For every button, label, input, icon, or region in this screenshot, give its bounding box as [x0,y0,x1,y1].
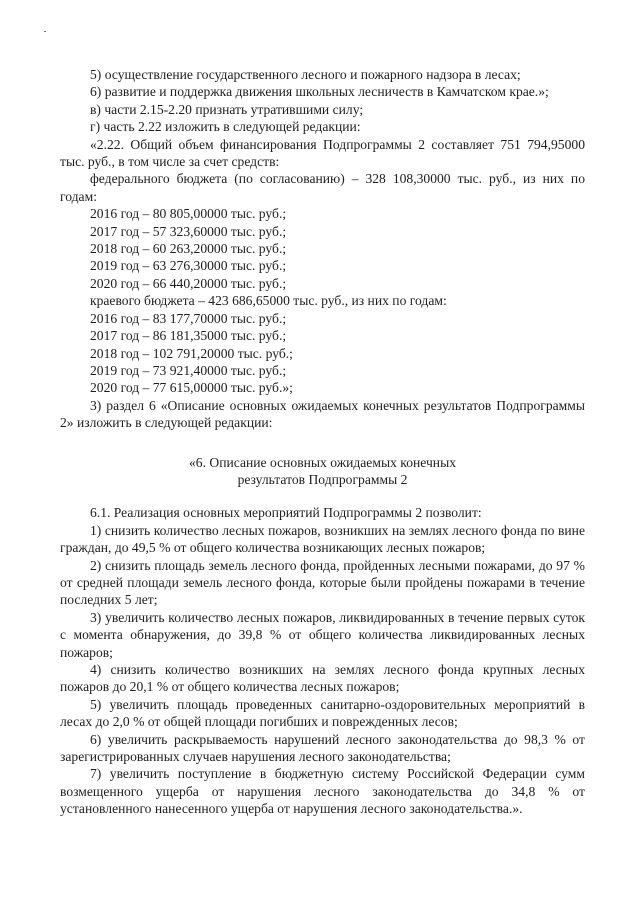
year-line: 2016 год – 80 805,00000 тыс. руб.; [90,206,287,222]
section-heading-line: «6. Описание основных ожидаемых конечных [189,454,456,470]
paragraph: г) часть 2.22 изложить в следующей редакции: [90,119,361,135]
list-item: 3) увеличить количество лесных пожаров, ликвидированных в течение первых суток с момента обнаружения, до 39,8 % от общего количества ликвидированных лесных пожаров; [60,609,585,660]
year-line: 2019 год – 63 276,30000 тыс. руб.; [90,258,287,274]
spacer [60,488,585,504]
year-line: 2018 год – 102 791,20000 тыс. руб.; [90,345,293,361]
year-line: 2018 год – 60 263,20000 тыс. руб.; [90,241,287,257]
scan-speck [44,31,46,32]
year-line: 2017 год – 57 323,60000 тыс. руб.; [90,223,287,239]
year-line: 2019 год – 73 921,40000 тыс. руб.; [90,362,287,378]
year-line: 2017 год – 86 181,35000 тыс. руб.; [90,328,287,344]
list-item: 1) снизить количество лесных пожаров, возникших на землях лесного фонда по вине граждан, до 49,5 % от общего количества возникающих лесных пожаров; [60,522,585,556]
year-line: 2016 год – 83 177,70000 тыс. руб.; [90,310,287,326]
paragraph: «2.22. Общий объем финансирования Подпрограммы 2 составляет 751 794,95000 тыс. руб., в том числе за счет средств: [60,136,585,170]
paragraph: 6) развитие и поддержка движения школьных лесничеств в Камчатском крае.»; [90,84,549,100]
paragraph: 6.1. Реализация основных мероприятий Подпрограммы 2 позволит: [90,505,482,521]
list-item: 2) снизить площадь земель лесного фонда, пройденных лесными пожарами, до 97 % от средней площади земель лесного фонда, которые были пройдены пожарами в течение последних 5 лет; [60,557,585,608]
paragraph: краевого бюджета – 423 686,65000 тыс. руб., из них по годам: [90,293,447,309]
paragraph: в) части 2.15-2.20 признать утратившими силу; [90,101,364,117]
paragraph: федерального бюджета (по согласованию) – 328 108,30000 тыс. руб., из них по годам: [60,171,585,204]
year-line: 2020 год – 77 615,00000 тыс. руб.»; [90,380,293,396]
list-item: 4) снизить количество возникших на землях лесного фонда крупных лесных пожаров до 20,1 % от общего количества лесных пожаров; [60,662,585,695]
section-heading-line: результатов Подпрограммы 2 [237,471,408,487]
list-item: 7) увеличить поступление в бюджетную систему Российской Федерации сумм возмещенного ущерба от нарушения лесного законодательства до 34,8 % от установленного нанесенного ущерба от нарушения лесного законодательства.». [60,766,585,817]
section-heading [60,454,585,489]
list-item: 5) увеличить площадь проведенных санитарно-оздоровительных мероприятий в лесах до 2,0 % от общей площади погибших и поврежденных лесов; [60,696,585,730]
paragraph: 3) раздел 6 «Описание основных ожидаемых конечных результатов Подпрограммы 2» изложить в следующей редакции: [60,397,585,431]
list-item: 6) увеличить раскрываемость нарушений лесного законодательства до 98,3 % от зарегистрированных случаев нарушения лесного законодательства; [60,731,585,765]
year-line: 2020 год – 66 440,20000 тыс. руб.; [90,275,287,291]
spacer [60,432,585,454]
paragraph: 5) осуществление государственного лесного и пожарного надзора в лесах; [90,67,521,82]
document-body [60,66,585,818]
